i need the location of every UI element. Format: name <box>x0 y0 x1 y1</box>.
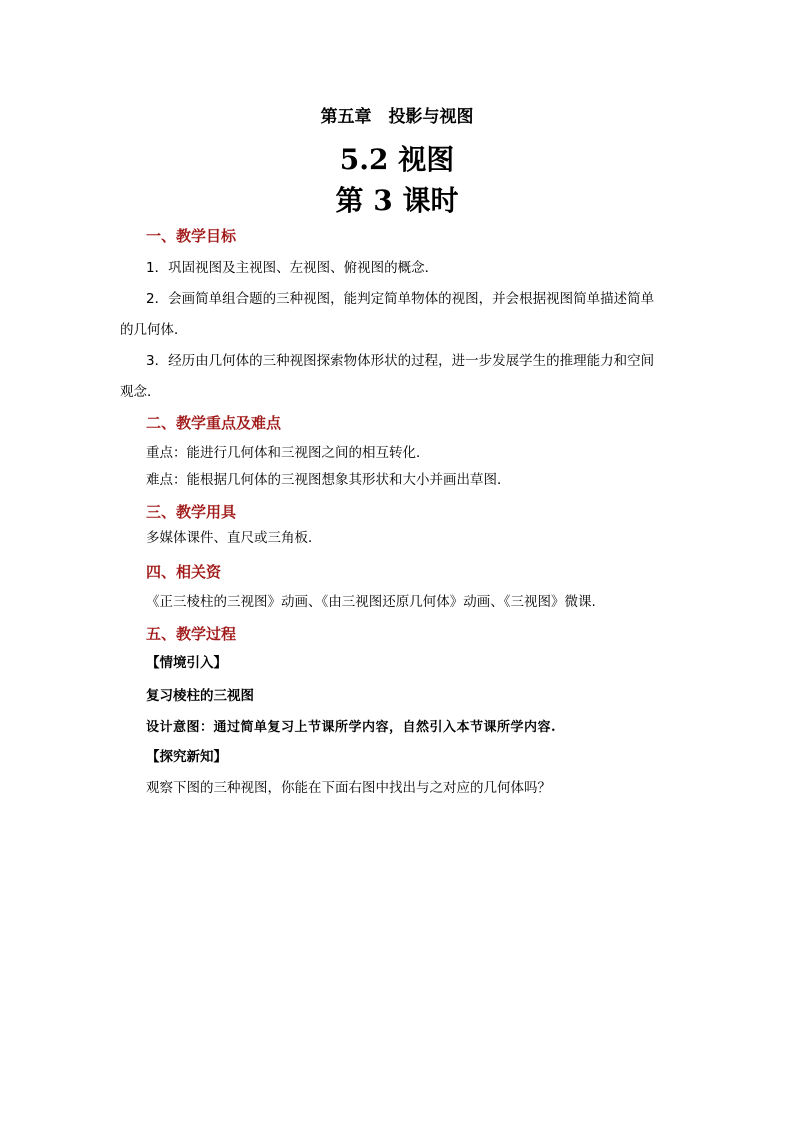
section-heading-tools: 三、教学用具 <box>146 503 237 521</box>
goal-item-3-line-1: 3．经历由几何体的三种视图探索物体形状的过程，进一步发展学生的推理能力和空间 <box>146 353 655 369</box>
intro-label: 【情境引入】 <box>146 655 227 671</box>
observation-question: 观察下图的三种视图，你能在下面右图中找出与之对应的几何体吗？ <box>146 780 551 796</box>
design-intent: 设计意图：通过简单复习上节课所学内容，自然引入本节课所学内容. <box>146 720 557 735</box>
section-heading-goals: 一、教学目标 <box>146 227 237 245</box>
goal-item-2-line-2: 的几何体． <box>120 322 188 338</box>
lesson-title: 5.2 视图 <box>339 143 455 176</box>
chapter-title: 第五章 投影与视图 <box>320 107 474 127</box>
explore-label: 【探究新知】 <box>146 749 227 765</box>
goal-item-3-line-2: 观念． <box>120 384 161 400</box>
resources-text: 《正三棱柱的三视图》动画、《由三视图还原几何体》动画、《三视图》微课. <box>146 594 596 610</box>
key-point: 重点：能进行几何体和三视图之间的相互转化． <box>146 445 430 461</box>
difficulty-point: 难点：能根据几何体的三视图想象其形状和大小并画出草图． <box>146 472 511 488</box>
section-heading-resources: 四、相关资 <box>146 563 222 581</box>
lesson-period: 第 3 课时 <box>335 184 459 217</box>
section-heading-key-points: 二、教学重点及难点 <box>146 414 282 432</box>
tools-text: 多媒体课件、直尺或三角板． <box>146 530 322 546</box>
section-heading-process: 五、教学过程 <box>146 625 237 643</box>
goal-item-1: 1．巩固视图及主视图、左视图、俯视图的概念． <box>146 260 439 276</box>
goal-item-2-line-1: 2．会画简单组合题的三种视图，能判定简单物体的视图，并会根据视图简单描述简单 <box>146 291 655 307</box>
review-text: 复习棱柱的三视图 <box>146 688 254 704</box>
